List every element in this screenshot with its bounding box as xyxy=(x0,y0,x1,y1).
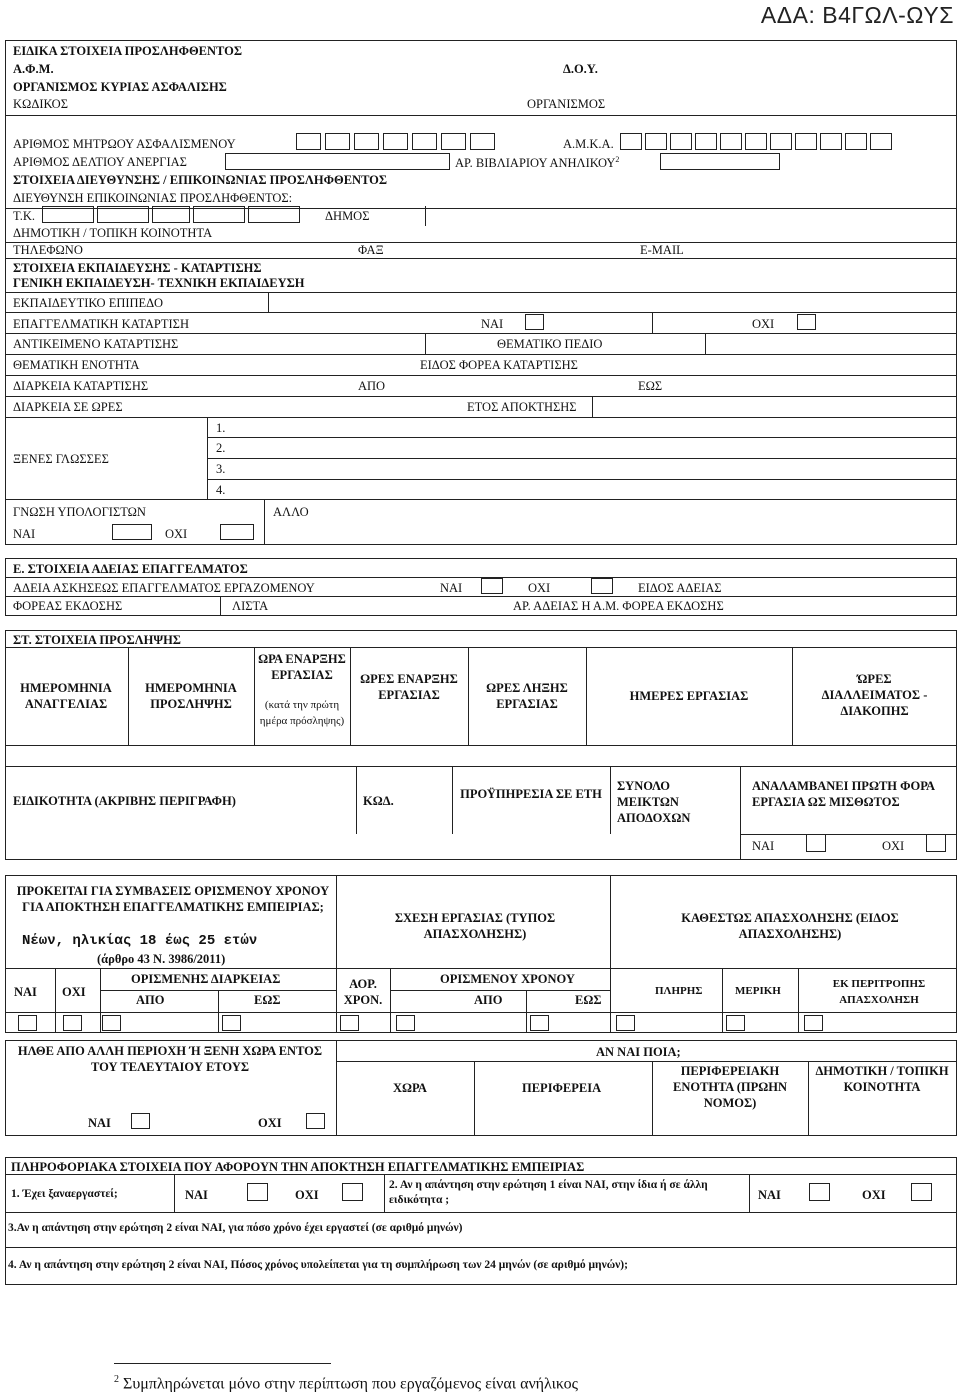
break-hours-label: ΏΡΕΣ ΔΙΑΛΛΕΙΜΑΤΟΣ - ΔΙΑΚΟΠΗΣ xyxy=(821,672,928,718)
main-insurer-label: ΟΡΓΑΝΙΣΜΟΣ ΚΥΡΙΑΣ ΑΣΦΑΛΙΣΗΣ xyxy=(13,80,227,94)
q3-label: 3.Αν η απάντηση στην ερώτηση 2 είναι ΝΑΙ, για πόσο χρόνο έχει εργαστεί (σε αριθμό μηνών) xyxy=(8,1222,463,1234)
work-days-label: ΗΜΕΡΕΣ ΕΡΓΑΣΙΑΣ xyxy=(629,689,749,703)
q2-no-checkbox[interactable] xyxy=(911,1183,932,1201)
amka-digit-10[interactable] xyxy=(845,133,867,150)
q1-yes-checkbox[interactable] xyxy=(247,1183,268,1201)
q4-label: 4. Αν η απάντηση στην ερώτηση 2 είναι ΝΑΙ, Πόσος χρόνος υπολείπεται για τη συμπλήρωση των 24 μηνών (σε αριθμό μηνών); xyxy=(8,1259,628,1271)
phone-label: ΤΗΛΕΦΩΝΟ xyxy=(13,243,83,257)
registry-digit-2[interactable] xyxy=(325,133,350,150)
first-time-yes-label: ΝΑΙ xyxy=(752,839,775,853)
q1-label: 1. Έχει ξαναεργαστεί; xyxy=(11,1188,118,1200)
q2-yes-label: ΝΑΙ xyxy=(758,1188,781,1202)
registry-number-label: ΑΡΙΘΜΟΣ ΜΗΤΡΩΟΥ ΑΣΦΑΛΙΣΜΕΝΟΥ xyxy=(13,137,236,151)
specialty-label: ΕΙΔΙΚΟΤΗΤΑ (ΑΚΡΙΒΗΣ ΠΕΡΙΓΡΑΦΗ) xyxy=(13,794,236,808)
specialty-code-label: ΚΩΔ. xyxy=(363,794,394,808)
rotation-checkbox[interactable] xyxy=(804,1015,823,1031)
country-label: ΧΩΡΑ xyxy=(393,1081,427,1095)
postal-digit-2[interactable] xyxy=(97,206,149,223)
afm-label: Α.Φ.Μ. xyxy=(13,62,54,76)
first-time-label: ΑΝΑΛΑΜΒΑΝΕΙ ΠΡΩΤΗ ΦΟΡΑ ΕΡΓΑΣΙΑ ΩΣ ΜΙΣΘΩΤΟΣ xyxy=(752,779,935,809)
q2-no-label: ΟΧΙ xyxy=(862,1188,886,1202)
hiring-title: ΣΤ. ΣΤΟΙΧΕΙΑ ΠΡΟΣΛΗΨΗΣ xyxy=(13,633,181,647)
full-time-label: ΠΛΗΡΗΣ xyxy=(655,985,703,997)
local-community-label: ΔΗΜΟΤΙΚΗ / ΤΟΠΙΚΗ ΚΟΙΝΟΤΗΤΑ xyxy=(815,1064,949,1094)
relation-label: ΣΧΕΣΗ ΕΡΓΑΣΙΑΣ (ΤΥΠΟΣ ΑΠΑΣΧΟΛΗΣΗΣ) xyxy=(394,911,556,941)
origin-no-checkbox[interactable] xyxy=(306,1113,325,1129)
postal-digit-4[interactable] xyxy=(193,206,245,223)
q1-yes-label: ΝΑΙ xyxy=(185,1188,208,1202)
q2-yes-checkbox[interactable] xyxy=(809,1183,830,1201)
vocational-yes-checkbox[interactable] xyxy=(525,314,544,330)
first-time-yes-checkbox[interactable] xyxy=(806,834,826,852)
ada-code: ΑΔΑ: Β4ΓΩΛ-ΩΥΣ xyxy=(760,2,954,28)
if-yes-label: ΑΝ ΝΑΙ ΠΟΙΑ; xyxy=(596,1045,681,1059)
registry-digit-4[interactable] xyxy=(383,133,408,150)
contract-no-label: ΟΧΙ xyxy=(62,985,86,999)
duration-hours-label: ΔΙΑΡΚΕΙΑ ΣΕ ΩΡΕΣ xyxy=(13,400,123,414)
vocational-label: ΕΠΑΓΓΕΛΜΑΤΙΚΗ ΚΑΤΑΡΤΙΣΗ xyxy=(13,317,189,331)
indefinite-checkbox[interactable] xyxy=(340,1015,359,1031)
education-title: ΣΤΟΙΧΕΙΑ ΕΚΠΑΙΔΕΥΣΗΣ - ΚΑΤΑΡΤΙΣΗΣ xyxy=(13,261,262,275)
unemployment-card-label: ΑΡΙΘΜΟΣ ΔΕΛΤΙΟΥ ΑΝΕΡΓΙΑΣ xyxy=(13,155,187,169)
announce-date-label: ΗΜΕΡΟΜΗΝΙΑ ΑΝΑΓΓΕΛΙΑΣ xyxy=(20,681,112,711)
doy-label: Δ.Ο.Υ. xyxy=(563,62,598,76)
registry-digit-5[interactable] xyxy=(412,133,437,150)
computer-no-label: ΟΧΙ xyxy=(165,527,188,541)
amka-digit-4[interactable] xyxy=(695,133,717,150)
amka-digit-2[interactable] xyxy=(645,133,667,150)
experience-label: ΠΡΟΫΠΗΡΕΣΙΑ ΣΕ ΕΤΗ xyxy=(460,787,602,801)
hire-date-label: ΗΜΕΡΟΜΗΝΙΑ ΠΡΟΣΛΗΨΗΣ xyxy=(145,681,237,711)
status-label: ΚΑΘΕΣΤΩΣ ΑΠΑΣΧΟΛΗΣΗΣ (ΕΙΔΟΣ ΑΠΑΣΧΟΛΗΣΗΣ) xyxy=(681,911,899,941)
organization-label: ΟΡΓΑΝΙΣΜΟΣ xyxy=(527,97,606,111)
duration-from-label: ΑΠΟ xyxy=(358,379,386,393)
q1-no-checkbox[interactable] xyxy=(342,1183,363,1201)
registry-digit-7[interactable] xyxy=(470,133,495,150)
minor-book-field[interactable] xyxy=(660,153,780,170)
fixed-to-label: ΕΩΣ xyxy=(254,993,281,1007)
thematic-unit-label: ΘΕΜΑΤΙΚΗ ΕΝΟΤΗΤΑ xyxy=(13,358,140,372)
fixed-time-to-checkbox[interactable] xyxy=(530,1015,549,1031)
amka-digit-11[interactable] xyxy=(870,133,892,150)
language-slot-2: 2. xyxy=(216,441,226,455)
license-yes-checkbox[interactable] xyxy=(481,578,503,594)
rotation-label: ΕΚ ΠΕΡΙΤΡΟΠΗΣ ΑΠΑΣΧΟΛΗΣΗ xyxy=(832,978,926,1006)
license-number-label: ΑΡ. ΑΔΕΙΑΣ Η Α.Μ. ΦΟΡΕΑ ΕΚΔΟΣΗΣ xyxy=(513,599,724,613)
email-label: E-MAIL xyxy=(640,243,684,257)
region-label: ΠΕΡΙΦΕΡΕΙΑ xyxy=(522,1081,602,1095)
amka-digit-5[interactable] xyxy=(720,133,742,150)
start-hour-note: (κατά την πρώτη ημέρα πρόσληψης) xyxy=(259,699,345,727)
origin-question: ΗΛΘΕ ΑΠΟ ΑΛΛΗ ΠΕΡΙΟΧΗ Ή ΞΕΝΗ ΧΩΡΑ ΕΝΤΟΣ ΤΟΥ ΤΕΛΕΥΤΑΙΟΥ ΕΤΟΥΣ xyxy=(17,1044,323,1074)
fixed-from-label: ΑΠΟ xyxy=(136,993,165,1007)
language-slot-4: 4. xyxy=(216,483,226,497)
address-label: ΔΙΕΥΘΥΝΣΗ ΕΠΙΚΟΙΝΩΝΙΑΣ ΠΡΟΣΛΗΦΘΕΝΤΟΣ: xyxy=(13,191,293,205)
provider-type-label: ΕΙΔΟΣ ΦΟΡΕΑ ΚΑΤΑΡΤΙΣΗΣ xyxy=(420,358,578,372)
first-time-no-checkbox[interactable] xyxy=(926,834,946,852)
fixed-from-checkbox[interactable] xyxy=(102,1015,121,1031)
contract-yes-label: ΝΑΙ xyxy=(14,985,37,999)
amka-label: Α.Μ.Κ.Α. xyxy=(563,137,614,151)
minor-book-label: ΑΡ. ΒΙΒΛΙΑΡΙΟΥ ΑΝΗΛΙΚΟΥ$^2$ xyxy=(455,155,620,171)
postal-digit-3[interactable] xyxy=(152,206,190,223)
info-title: ΠΛΗΡΟΦΟΡΙΑΚΑ ΣΤΟΙΧΕΙΑ ΠΟΥ ΑΦΟΡΟΥΝ ΤΗΝ ΑΠΟΚΤΗΣΗ ΕΠΑΓΓΕΛΜΑΤΙΚΗΣ ΕΜΠΕΙΡΙΑΣ xyxy=(11,1160,585,1174)
list-label: ΛΙΣΤΑ xyxy=(232,599,269,613)
issuer-label: ΦΟΡΕΑΣ ΕΚΔΟΣΗΣ xyxy=(13,599,123,613)
computer-yes-checkbox[interactable] xyxy=(112,524,152,540)
duration-to-label: ΕΩΣ xyxy=(638,379,663,393)
part-time-checkbox[interactable] xyxy=(726,1015,745,1031)
computer-yes-label: ΝΑΙ xyxy=(13,527,36,541)
origin-yes-label: ΝΑΙ xyxy=(88,1116,111,1130)
young-label: Νέων, ηλικίας 18 έως 25 ετών xyxy=(22,933,258,949)
fixed-time-label: ΟΡΙΣΜΕΝΟΥ ΧΡΟΝΟΥ xyxy=(440,972,575,986)
regional-unit-label: ΠΕΡΙΦΕΡΕΙΑΚΗ ΕΝΟΤΗΤΑ (ΠΡΩΗΝ ΝΟΜΟΣ) xyxy=(672,1064,787,1110)
language-slot-3: 3. xyxy=(216,462,226,476)
education-subtitle: ΓΕΝΙΚΗ ΕΚΠΑΙΔΕΥΣΗ- ΤΕΧΝΙΚΗ ΕΚΠΑΙΔΕΥΣΗ xyxy=(13,276,305,290)
fixed-duration-label: ΟΡΙΣΜΕΝΗΣ ΔΙΑΡΚΕΙΑΣ xyxy=(131,972,281,986)
end-hours-label: ΩΡΕΣ ΛΗΞΗΣ ΕΡΓΑΣΙΑΣ xyxy=(486,681,568,711)
license-required-label: ΑΔΕΙΑ ΑΣΚΗΣΕΩΣ ΕΠΑΓΓΕΛΜΑΤΟΣ ΕΡΓΑΖΟΜΕΝΟΥ xyxy=(13,581,315,595)
thematic-field-label: ΘΕΜΑΤΙΚΟ ΠΕΔΙΟ xyxy=(497,337,603,351)
fixed-to-checkbox[interactable] xyxy=(222,1015,241,1031)
contract-yes-checkbox[interactable] xyxy=(18,1015,37,1031)
amka-digit-9[interactable] xyxy=(820,133,842,150)
registry-digit-3[interactable] xyxy=(354,133,379,150)
unemployment-card-field[interactable] xyxy=(225,153,450,170)
first-time-no-label: ΟΧΙ xyxy=(882,839,905,853)
license-yes-label: ΝΑΙ xyxy=(440,581,463,595)
article-label: (άρθρο 43 Ν. 3986/2011) xyxy=(97,952,226,966)
amka-digit-1[interactable] xyxy=(620,133,642,150)
special-title: ΕΙΔΙΚΑ ΣΤΟΙΧΕΙΑ ΠΡΟΣΛΗΦΘΕΝΤΟΣ xyxy=(13,44,243,58)
fixed-time-from-checkbox[interactable] xyxy=(396,1015,415,1031)
license-no-checkbox[interactable] xyxy=(591,578,613,594)
amka-digit-7[interactable] xyxy=(770,133,792,150)
computer-no-checkbox[interactable] xyxy=(220,524,254,540)
fixed-time-to-label: ΕΩΣ xyxy=(575,993,602,1007)
postal-code-label: Τ.Κ. xyxy=(13,209,35,223)
full-time-checkbox[interactable] xyxy=(616,1015,635,1031)
contract-no-checkbox[interactable] xyxy=(63,1015,82,1031)
registry-digit-6[interactable] xyxy=(441,133,466,150)
amka-digit-6[interactable] xyxy=(745,133,767,150)
license-title: Ε. ΣΤΟΙΧΕΙΑ ΑΔΕΙΑΣ ΕΠΑΓΓΕΛΜΑΤΟΣ xyxy=(13,562,248,576)
vocational-no-label: ΟΧΙ xyxy=(752,317,775,331)
amka-digit-3[interactable] xyxy=(670,133,692,150)
vocational-no-checkbox[interactable] xyxy=(797,314,816,330)
municipality-label: ΔΗΜΟΣ xyxy=(325,209,370,223)
license-no-label: ΟΧΙ xyxy=(528,581,551,595)
duration-label: ΔΙΑΡΚΕΙΑ ΚΑΤΑΡΤΙΣΗΣ xyxy=(13,379,149,393)
year-obtained-label: ΕΤΟΣ ΑΠΟΚΤΗΣΗΣ xyxy=(467,400,577,414)
contact-title: ΣΤΟΙΧΕΙΑ ΔΙΕΥΘΥΝΣΗΣ / ΕΠΙΚΟΙΝΩΝΙΑΣ ΠΡΟΣΛΗΦΘΕΝΤΟΣ xyxy=(13,173,388,187)
fax-label: ΦΑΞ xyxy=(358,243,384,257)
part-time-label: ΜΕΡΙΚΗ xyxy=(735,985,781,997)
registry-digit-1[interactable] xyxy=(296,133,321,150)
amka-digit-8[interactable] xyxy=(795,133,817,150)
education-level-label: ΕΚΠΑΙΔΕΥΤΙΚΟ ΕΠΙΠΕΔΟ xyxy=(13,296,164,310)
computer-label: ΓΝΩΣΗ ΥΠΟΛΟΓΙΣΤΩΝ xyxy=(13,505,146,519)
postal-digit-1[interactable] xyxy=(42,206,94,223)
footnote: $^2$ Συμπληρώνεται μόνο στην περίπτωση που εργαζόμενος είναι ανήλικος xyxy=(114,1374,578,1393)
origin-yes-checkbox[interactable] xyxy=(131,1113,150,1129)
total-gross-label: ΣΥΝΟΛΟ ΜΕΙΚΤΩΝ ΑΠΟΔΟΧΩΝ xyxy=(617,779,691,825)
start-hours-label: ΩΡΕΣ ΕΝΑΡΞΗΣ ΕΡΓΑΣΙΑΣ xyxy=(360,672,458,702)
indefinite-label: ΑΟΡ. ΧΡΟΝ. xyxy=(343,977,383,1007)
language-slot-1: 1. xyxy=(216,421,226,435)
community-label: ΔΗΜΟΤΙΚΗ / ΤΟΠΙΚΗ ΚΟΙΝΟΤΗΤΑ xyxy=(13,226,213,240)
license-type-label: ΕΙΔΟΣ ΑΔΕΙΑΣ xyxy=(638,581,722,595)
origin-no-label: ΟΧΙ xyxy=(258,1116,282,1130)
computer-other-label: ΑΛΛΟ xyxy=(273,505,309,519)
q1-no-label: ΟΧΙ xyxy=(295,1188,319,1202)
languages-label: ΞΕΝΕΣ ΓΛΩΣΣΕΣ xyxy=(13,452,109,466)
postal-digit-5[interactable] xyxy=(248,206,300,223)
code-label: ΚΩΔΙΚΟΣ xyxy=(13,97,68,111)
start-hour-first-label: ΩΡΑ ΕΝΑΡΞΗΣ ΕΡΓΑΣΙΑΣ xyxy=(258,652,346,682)
vocational-yes-label: ΝΑΙ xyxy=(481,317,504,331)
q2-label: 2. Αν η απάντηση στην ερώτηση 1 είναι ΝΑΙ, στην ίδια ή σε άλλη ειδικότητα ; xyxy=(389,1179,708,1206)
fixed-time-from-label: ΑΠΟ xyxy=(474,993,503,1007)
training-subject-label: ΑΝΤΙΚΕΙΜΕΝΟ ΚΑΤΑΡΤΙΣΗΣ xyxy=(13,337,179,351)
fixed-term-question: ΠΡΟΚΕΙΤΑΙ ΓΙΑ ΣΥΜΒΑΣΕΙΣ ΟΡΙΣΜΕΝΟΥ ΧΡΟΝΟΥ ΓΙΑ ΑΠΟΚΤΗΣΗ ΕΠΑΓΓΕΛΜΑΤΙΚΗΣ ΕΜΠΕΙΡΙΑΣ; xyxy=(16,884,330,914)
